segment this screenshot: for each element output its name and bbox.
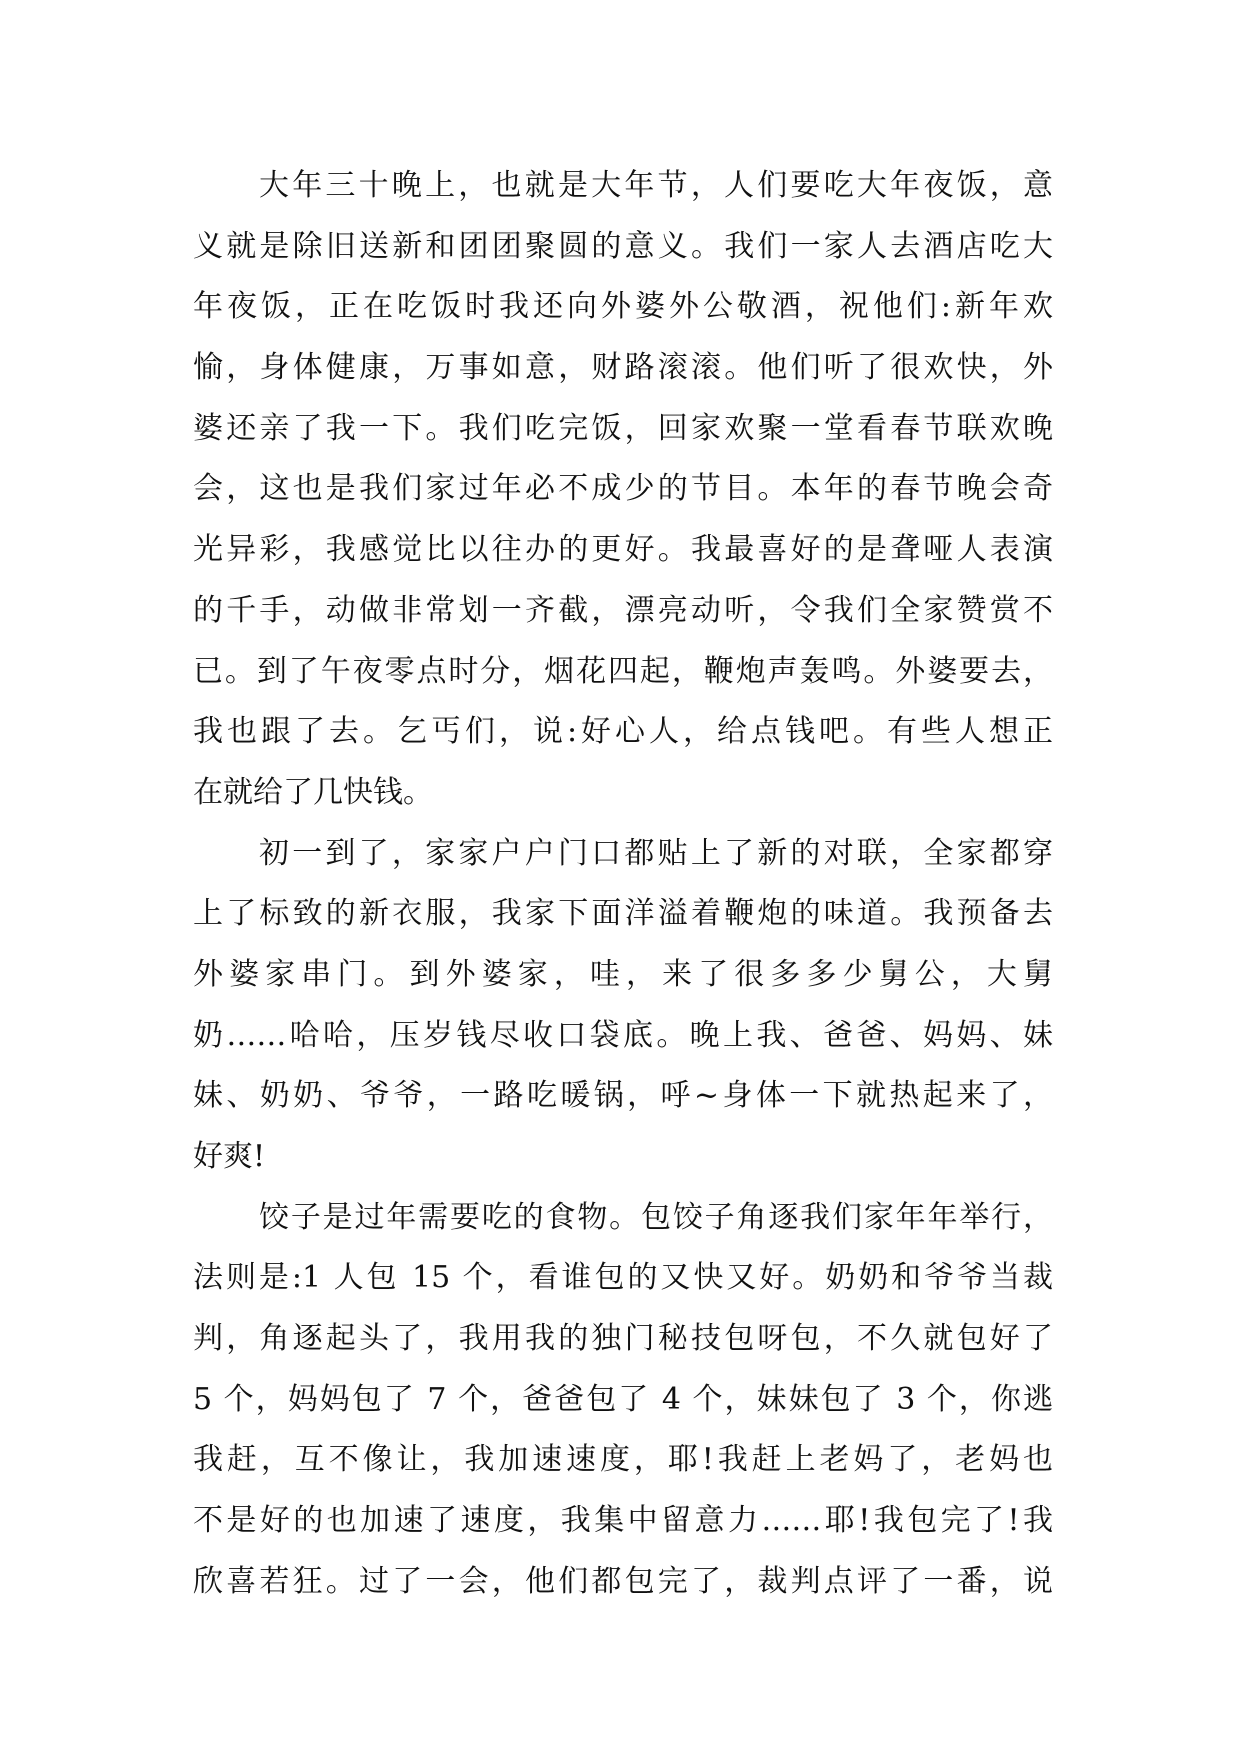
paragraph-1-line-4: 愉，身体健康，万事如意，财路滚滚。他们听了很欢快，外: [193, 350, 1053, 386]
paragraph-3-line-4: 5 个，妈妈包了 7 个，爸爸包了 4 个，妹妹包了 3 个，你逃: [193, 1381, 1053, 1417]
paragraph-1-line-7: 光异彩，我感觉比以往办的更好。我最喜好的是聋哑人表演: [193, 532, 1053, 568]
paragraph-1-line-11: 在就给了几快钱。: [193, 774, 433, 810]
paragraph-1-line-5: 婆还亲了我一下。我们吃完饭，回家欢聚一堂看春节联欢晚: [193, 410, 1053, 446]
paragraph-2-line-3: 外婆家串门。到外婆家，哇，来了很多多少舅公，大舅: [193, 956, 1053, 992]
paragraph-3-line-3: 判，角逐起头了，我用我的独门秘技包呀包，不久就包好了: [193, 1321, 1053, 1357]
paragraph-2-line-5: 妹、奶奶、爷爷，一路吃暖锅，呼~身体一下就热起来了，: [193, 1078, 1053, 1114]
paragraph-3-line-1: 饺子是过年需要吃的食物。包饺子角逐我们家年年举行，: [259, 1199, 1053, 1235]
paragraph-1-line-1: 大年三十晚上，也就是大年节，人们要吃大年夜饭，意: [259, 168, 1053, 203]
article-body: [193, 156, 1053, 1613]
paragraph-1-line-2: 义就是除旧送新和团团聚圆的意义。我们一家人去酒店吃大: [193, 228, 1053, 264]
paragraph-3-line-7: 欣喜若狂。过了一会，他们都包完了，裁判点评了一番，说: [193, 1563, 1053, 1599]
paragraph-1-line-8: 的千手，动做非常划一齐截，漂亮动听，令我们全家赞赏不: [193, 592, 1053, 628]
paragraph-1-line-10: 我也跟了去。乞丐们，说:好心人，给点钱吧。有些人想正: [193, 714, 1053, 750]
paragraph-1-line-9: 已。到了午夜零点时分，烟花四起，鞭炮声轰鸣。外婆要去，: [193, 653, 1053, 689]
paragraph-1-line-3: 年夜饭，正在吃饭时我还向外婆外公敬酒，祝他们:新年欢: [193, 289, 1053, 325]
paragraph-3-line-6: 不是好的也加速了速度，我集中留意力……耶!我包完了!我: [193, 1503, 1053, 1539]
paragraph-3-line-5: 我赶，互不像让，我加速速度，耶!我赶上老妈了，老妈也: [193, 1442, 1053, 1478]
paragraph-1-line-6: 会，这也是我们家过年必不成少的节目。本年的春节晚会奇: [193, 471, 1053, 507]
paragraph-3-line-2: 法则是:1 人包 15 个，看谁包的又快又好。奶奶和爷爷当裁: [193, 1260, 1053, 1296]
paragraph-2-line-1: 初一到了，家家户户门口都贴上了新的对联，全家都穿: [259, 835, 1053, 871]
paragraph-2-line-2: 上了标致的新衣服，我家下面洋溢着鞭炮的味道。我预备去: [193, 896, 1053, 932]
paragraph-2-line-4: 奶……哈哈，压岁钱尽收口袋底。晚上我、爸爸、妈妈、妹: [193, 1017, 1053, 1053]
paragraph-2-line-6: 好爽!: [193, 1139, 266, 1174]
